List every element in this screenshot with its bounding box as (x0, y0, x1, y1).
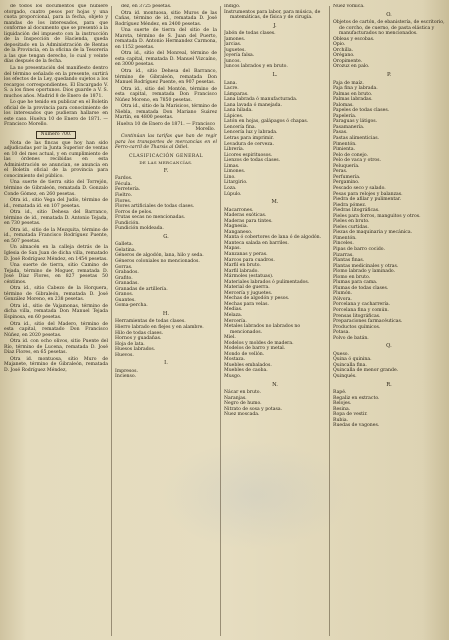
column-rule (220, 6, 221, 636)
letter-heading: P. (386, 72, 392, 79)
list-item: Mercería y juguetes. (224, 290, 273, 296)
list-item: Licores espirituosos. (224, 152, 273, 158)
list-item: Litargirio. (224, 180, 248, 186)
list-item: Hoja de lata. (115, 341, 145, 347)
list-item: Peras. (333, 169, 348, 175)
list-item: Pelo de conejo. (333, 152, 369, 158)
letter-heading: N. (272, 381, 278, 388)
list-item: Papeles de todas clases. (333, 108, 390, 114)
list-item: Regaliz en extracto. (333, 395, 380, 401)
list-item: Material de guerra. (224, 285, 270, 291)
list-item: Loza. (224, 185, 237, 191)
column-rule (329, 6, 330, 636)
list-item: Fécula. (115, 181, 132, 187)
list-item: Pipas de barro cocido. (333, 246, 385, 252)
list-item: Orozuz en palo. (333, 64, 370, 70)
list-item: Jabón de todas clases. (224, 31, 276, 37)
list-item: Pesas para relojes y balanzas. (333, 191, 403, 197)
list-item: Porcelana fina y común. (333, 307, 389, 313)
paragraph: Otra id., sitio del Montón, término de esta capital, rematada Don Francisco Núñez Moreno, en 7850 pesetas. (115, 86, 217, 103)
list-item: Objetos de cartón, de ebanistería, de escritorio, de corcho, de cuerno, de pasta elástica y manufacturados no mencionados. (333, 20, 445, 37)
letter-heading: M. (271, 199, 279, 206)
list-item: Muebles embalados. (224, 362, 272, 368)
list-item: Mondo de vellón. (224, 351, 265, 357)
paragraph: Otra id., sitio Vega del Judío, término de id., rematada id. en 107 pesetas. (4, 198, 108, 209)
list-item: Flores. (115, 198, 132, 204)
letter-heading: F. (163, 167, 169, 174)
paragraph: Un almacén en la calleja detrás de la Iglesia de San Juan de dicha villa, rematado D. José Rodríguez Méndez, en 1454 pesetas. (4, 245, 108, 262)
list-item: Granadas. (115, 281, 139, 287)
paragraph: Otra id., sitio Cabezo de la Horquera, término de Gibraleón, rematada D. José González Moreno, en 238 pesetas. (4, 286, 108, 303)
list-item: Fundición. (115, 220, 140, 226)
letter-heading: H. (162, 310, 170, 317)
list-item: Latón en hojas, galápagos ó chapas. (224, 119, 309, 125)
list-item: Nitrato de sosa y potasa. (224, 406, 283, 412)
list-item: Quinqués. (333, 374, 357, 379)
list-item: Preparaciones farmacéuticas. (333, 319, 403, 325)
list-item: Modelos y moldes de madera. (224, 340, 294, 346)
paragraph: Otra id., sitio Dehesa del Barranco, término de id., rematada D. Antonio Tejada, en 730 pesetas. (4, 210, 108, 227)
list-item: Obleas y escobas. (333, 36, 375, 42)
list-item: Ferretería. (115, 187, 141, 193)
list-item: Lana lavada ó manejada. (224, 102, 282, 108)
column-1 (4, 4, 108, 638)
list-item: Pasamanería. (333, 124, 365, 130)
list-item: Huevos. (115, 352, 134, 358)
paragraph: Otra id., sitio del Monreal, término de esta capital, rematada D. Manuel Vizcaíno, en 3000 pesetas. (115, 51, 217, 68)
list-item: Mechas de algodón y pesos. (224, 296, 290, 302)
list-item: Polvo de batán. (333, 335, 369, 341)
list-item: Porcelana y cacharrería. (333, 302, 391, 308)
list-item: Jarcias. (224, 42, 242, 48)
list-item: Lúpulo. (224, 191, 242, 197)
list-item: Flores artificiales de todas clases. (115, 204, 195, 210)
list-item: Rubia. (333, 417, 349, 423)
letter-heading: O. (386, 11, 392, 18)
list-item: Géneros coloniales no mencionados. (115, 258, 200, 264)
list-item: Piezas de maquinaria y mecánica. (333, 230, 413, 236)
list-item: Lino. (224, 174, 236, 180)
list-item: Plumas de todas clases. (333, 285, 389, 291)
letter-heading: Q. (386, 343, 392, 350)
list-item: Grabados. (115, 270, 139, 276)
list-item: Pasas. (333, 130, 348, 136)
list-item: Miel. (224, 335, 236, 341)
list-item: Plumón. (333, 291, 353, 297)
list-item: Plantas medicinales y otras. (333, 263, 399, 269)
list-item: Plantas finas. (333, 258, 365, 264)
list-item: Limones. (224, 169, 246, 175)
paragraph: Otra id. montuosa, sitio Muros de las Cañas, término de id., rematada D. José Rodríguez Méndez, en 2400 pesetas. (115, 10, 217, 27)
list-item: Relojes. (333, 401, 352, 407)
paragraph: Continúan las tarifas que han de regir para los transportes de mercancías en el Ferro-carril de Tharsis al Odiel. (115, 134, 217, 151)
list-item: Joyería falsa. (224, 53, 255, 59)
paragraph: Una suerte de tierra sitio del Torrejón, término de Gibraleón, rematada D. Gonzalo Conde Gómez, en 260 pesetas. (4, 180, 108, 197)
list-item: Negro de humo. (224, 401, 262, 407)
list-item: Resina. (333, 406, 351, 412)
list-item: Ropa de vestir. (333, 412, 368, 418)
list-item: Lencería fina. (224, 124, 257, 130)
list-item: Frutas secas no mencionadas. (115, 215, 186, 221)
list-item: Musgo. (224, 374, 242, 379)
paragraph: Una suerte de tierra del sitio de la Marota, término de S. Juan del Puerto, rematada D. Antonio Hermandez Carmona, en 1152 pesetas. (115, 28, 217, 50)
list-item: Mapas. (224, 246, 241, 252)
list-item: Modelos de barro y metal. (224, 346, 286, 352)
list-item: Melaza. (224, 312, 243, 318)
list-item: Perfumería. (333, 174, 361, 180)
list-item: Pimentón. (333, 141, 357, 147)
letter-heading: L. (272, 72, 278, 79)
list-item: Jamones. (224, 36, 246, 42)
paragraph: de todos los documentos que hubiere otorgado, cuatro pesos por hojas y una cuota proporcional, para la fecha, objeto y mandas de los interesados, para que conforme al documento que se presentó a la liquidación del impuesto con la instrucción de la Inspección de Hacienda, queda depositado en la Administración de Rentas de la Provincia, en la oficina de la Tesorería a las que tengan derecho, lo cual y veinte días después de la fecha. (4, 4, 108, 65)
paragraph: Nota de las fincas que hoy han sido adjudicadas por la Junta Superior de ventas en 10 del mes actual, y en cumplimiento de las órdenes recibidas en esta Administración se anuncian, se anuncia en el Boletín oficial de la provincia para conocimiento del público. (4, 140, 108, 179)
list-item: Levadura de cerveza. (224, 141, 274, 147)
list-item: Pimienta. (333, 147, 356, 153)
list-item: Gorras. (115, 264, 133, 270)
list-item: Paraguas y látigos. (333, 119, 378, 125)
list-item: Paja fina y labrada. (333, 86, 378, 92)
list-item: Pólvora. (333, 296, 352, 302)
list-item: Lámparas. (224, 91, 249, 97)
list-item: Fundición moldeada. (115, 226, 164, 232)
list-item: Oropimente. (333, 58, 363, 64)
list-item: Maderas para tintes. (224, 218, 273, 224)
list-item: Mármoles (estatuas). (224, 274, 274, 280)
list-item: Lacre. (224, 86, 239, 92)
letter-heading: R. (386, 381, 392, 388)
list-item: Manta ó cobertores de lana ó de algodón. (224, 235, 322, 241)
list-item: Pinceles. (333, 241, 354, 247)
column-rule (111, 6, 112, 636)
list-item: Herramientas de todas clases. (115, 319, 186, 325)
list-item: Maderas exóticas. (224, 213, 267, 219)
list-item: Letras para imprimir. (224, 136, 274, 142)
paragraph: Otra id., sitio de Vajamonas, término de dicha villa, rematada Don Manuel Tejada Espinosa, en 60 pesetas. (4, 303, 108, 320)
list-item: Muebles de caoba. (224, 368, 268, 374)
paragraph: La no presentación del manifiesto dentro del término señalado en la presente, surtirá los efectos de la Ley, quedando sujetos a los recargos correspondientes. El Encargado V. S. a los fines oportunos. Dios guarde a V. S. muchos años. Madrid 8 de Enero de 1871. (4, 66, 108, 99)
list-item: Grafito. (115, 275, 133, 281)
letter-heading: G. (163, 233, 169, 240)
list-item: Lencería luz y labrada. (224, 130, 278, 136)
list-item: Piedra de afilar y pulimentar. (333, 197, 402, 203)
paragraph: Otra id. con ocho olivos, sitio Puente del Río, término de Lucena, rematada D. José Díaz Flores, en 65 pesetas. (4, 339, 108, 356)
list-item: Queso. (333, 351, 349, 357)
column-3 (224, 4, 326, 638)
list-item: Huesos labrados. (115, 347, 156, 353)
list-item: Rapé. (333, 390, 347, 396)
list-item: Galleta. (115, 242, 134, 248)
list-item: Magnesia. (224, 224, 249, 230)
list-item: Plomo labrado y laminado. (333, 269, 396, 275)
list-item: Granos. (115, 292, 134, 298)
list-item: Metales labrados no labrados no mencionados. (224, 324, 301, 335)
list-item: Pimentón. (333, 235, 357, 241)
letter-heading: J. (273, 22, 277, 29)
list-item: Plomo en bruto. (333, 274, 371, 280)
signature-line: Huelva 10 de Enero de 1871. — Francisco Morello. (116, 121, 215, 133)
list-item: Quincalla fina. (333, 362, 367, 368)
list-item: Quincalla de menor grande. (333, 368, 399, 374)
list-item: Lienzos de todas clases. (224, 158, 281, 164)
column-2 (115, 4, 217, 638)
list-item: Pieles en bruto. (333, 219, 370, 225)
list-item: Fardos. (115, 176, 133, 182)
list-item: Nácar en bruto. (224, 390, 261, 396)
list-item: Juncos. (224, 58, 241, 64)
list-item: Paja de maíz. (333, 80, 364, 86)
list-item: Marcos para cuadros. (224, 257, 275, 263)
list-item: Ruedas de vagones. (333, 423, 380, 429)
list-item: Orchilla. (333, 47, 354, 53)
list-item: Potasa. (333, 330, 350, 336)
list-item: Nuez vómica. (333, 4, 365, 9)
list-item: Palomas. (333, 102, 354, 108)
list-item: Prensas litográficas. (333, 313, 381, 319)
list-item: Pieles para forros, manguitos y otros. (333, 213, 421, 219)
list-item: Manzanas y peras. (224, 251, 268, 257)
list-item: Fieltro. (115, 192, 133, 198)
list-item: Hierro labrado en flejes y en alambre. (115, 324, 204, 330)
list-item: Mechas para velas. (224, 301, 269, 307)
paragraph: Otra id., sitio del Madero, término de esta capital, rematado Don Francisco Núñez, en 2020 pesetas. (4, 321, 108, 338)
list-item: Nuez moscada. (224, 412, 260, 418)
letter-heading: I. (164, 360, 168, 367)
list-item: Materiales labrados ó pulimentados. (224, 279, 310, 285)
list-item: Marfil en bruto. (224, 263, 261, 269)
list-item: Librería. (224, 147, 245, 153)
list-item: Marfil labrado. (224, 268, 259, 274)
list-item: Mostaza. (224, 357, 246, 363)
section-heading: CLASIFICACIÓN GENERAL (129, 153, 203, 159)
paragraph: Una suerte de tierra, sitio Camino de Tejada, término de Moguer, rematada D. José Díaz Flores, en 827 pesetas 50 céntimos. (4, 263, 108, 285)
list-item: Guantes. (115, 297, 136, 303)
list-item: Quina ó quinina. (333, 357, 372, 363)
list-item: Medias. (224, 307, 243, 313)
list-item: Limas. (224, 163, 240, 169)
paragraph: dez, en 3725 pesetas. (121, 4, 172, 9)
list-item: Papelería. (333, 113, 357, 119)
list-item: Juguetes. (224, 47, 246, 53)
list-item: Plumas para cama. (333, 280, 378, 286)
list-item: Instrumentos para labor, para música, de matemáticas, de física y de cirugía. (224, 9, 321, 21)
list-item: Lana labrada ó manufacturada. (224, 97, 298, 103)
paragraph: Lo que he tenido en publicar en el Boletín oficial de la provincia para conocimiento de los interesados que pudieran hallarse en este caso. Huelva 10 de Enero de 1871. — Francisco Morello. (4, 100, 108, 128)
list-item: Impresos. (115, 368, 138, 374)
paragraph: Otra id., sitio de la Mezquita, término de id., rematada Francisco Rodríguez Puente, en 507 pesetas. (4, 227, 108, 244)
list-item: Manganeso. (224, 229, 253, 235)
list-item: Opio. (333, 42, 346, 48)
paragraph: Otra id. montuosa, sitio Muro de Majanete, término de Gibraleón, rematada D. José Rodríguez Méndez, (4, 356, 108, 373)
list-item: Goma-percha. (115, 303, 148, 309)
paragraph: Otra id., sitio de la Marisicos, término de Niebla, rematada Don Mariano Suárez Martín, en 4800 pesetas. (115, 104, 217, 121)
list-item: Naranjas. (224, 395, 247, 401)
list-item: Incienso. (115, 374, 136, 380)
paragraph: Otra id., sitio Dehesa del Barranco, término de Gibraleón, rematada Don Manuel Rodríguez Puente, en 907 pesetas. (115, 69, 217, 86)
list-item: Mercería. (224, 318, 247, 324)
list-item: Macarrones. (224, 207, 254, 213)
list-item: Productos químicos. (333, 324, 381, 330)
list-item: Pieles curtidas. (333, 224, 369, 230)
list-item: Palmas en bruto. (333, 91, 373, 97)
list-item: Piedra pómez. (333, 202, 367, 208)
list-item: Hornos y guadañas. (115, 336, 162, 342)
section-subheading: DE LAS MERCANCÍAS. (139, 160, 193, 166)
list-item: Forros de pelos. (115, 209, 153, 215)
list-item: Pescado seco y salado. (333, 185, 386, 191)
list-item: Lápices. (224, 113, 244, 119)
list-item: Gelatina. (115, 247, 137, 253)
list-item: Pergamino. (333, 180, 360, 186)
list-item: Géneros de algodón, lana, hilo y seda. (115, 253, 204, 259)
list-item: Peluquería. (333, 163, 360, 169)
list-item: Hilo de todas clases. (115, 330, 164, 336)
list-item: Juncos labrados y en bruto. (224, 64, 288, 70)
list-item: Granadas de artillería. (115, 286, 168, 292)
list-item: Pastas alimenticias. (333, 136, 380, 142)
list-item: Pelo de vaca y otros. (333, 158, 381, 164)
list-item: Orégano. (333, 53, 355, 59)
list-item: Índigo. (224, 4, 241, 9)
list-item: Lana hilada. (224, 108, 253, 114)
list-item: Piedras litográficas. (333, 208, 380, 214)
list-item: Lana. (224, 80, 237, 86)
list-item: Palmas labradas. (333, 97, 373, 103)
column-4 (333, 4, 445, 638)
list-item: Pizarras. (333, 252, 354, 258)
list-item: Manteca salada en barriles. (224, 240, 289, 246)
number-box: Número 700. (36, 131, 76, 139)
